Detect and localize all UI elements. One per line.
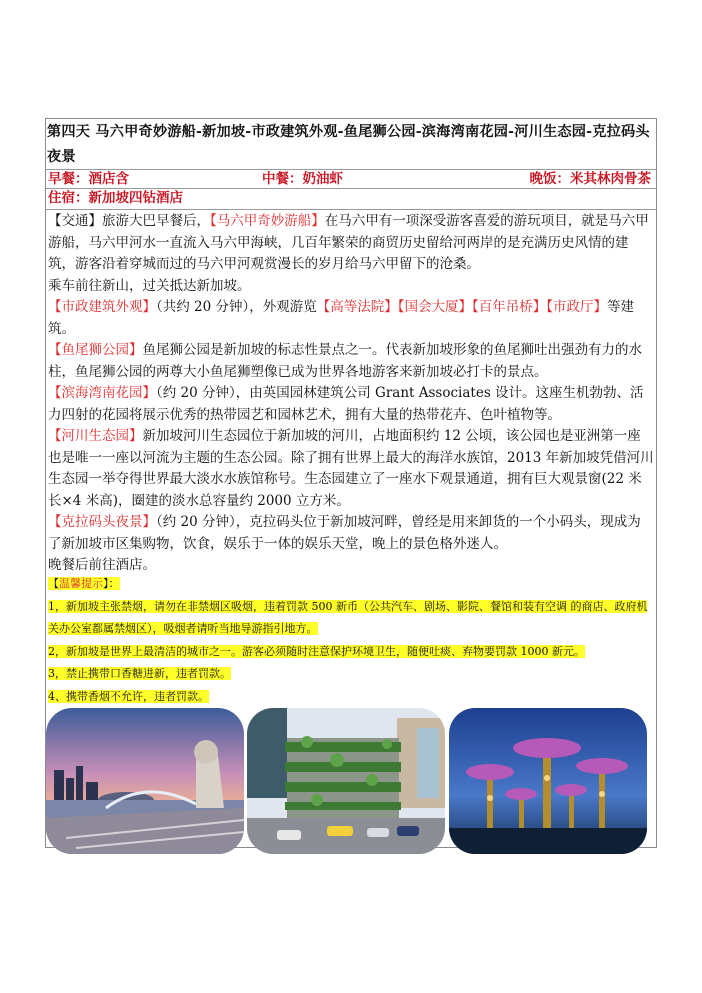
divider [46,209,656,210]
paragraph-text: （约 20 分钟），克拉码头位于新加坡河畔，曾经是用来卸货的一个小码头，现成为了新加坡市区集购物，饮食，娱乐于一体的娱乐天堂，晚上的景色格外迷人。 [48,514,641,552]
tips-section [48,573,654,708]
paragraph-river-safari [48,426,654,512]
transport-prefix: 【交通】旅游大巴早餐后， [48,213,210,229]
paragraph-text: 鱼尾狮公园是新加坡的标志性景点之一。代表新加坡形象的鱼尾狮吐出强劲有力的水柱，鱼尾狮公园的两尊大小鱼尾狮塑像已成为世界各地游客来新加坡必打卡的景点。 [48,342,642,380]
tip-text: 3，禁止携带口香糖进新，违者罚款。 [48,667,231,680]
green-building-photo [247,708,445,854]
paragraph-merlion [48,340,654,383]
paragraph-hotel: 晚餐后前往酒店。 [48,557,156,573]
paragraph-text: （共约 20 分钟），外观游览 [156,299,317,315]
paragraph-civic [48,297,654,340]
breakfast-label: 早餐：酒店含 [48,171,129,187]
highlight-clarke-quay: 【克拉码头夜景】 [48,514,156,530]
highlight-malacca-cruise: 【马六甲奇妙游船】 [210,213,325,229]
hotel-label: 住宿：新加坡四钻酒店 [48,190,183,206]
merlion-photo [46,708,244,854]
dinner-label: 晚饭：米其林肉骨茶 [529,171,651,187]
day-title: 第四天 马六甲奇妙游船-新加坡-市政建筑外观-鱼尾狮公园-滨海湾南花园-河川生态园-克拉码头夜景 [47,124,650,165]
lunch-label: 中餐：奶油虾 [262,171,343,187]
tip-text: 4、携带香烟不允许，违者罚款。 [48,689,209,703]
tip-text: 2，新加坡是世界上最清洁的城市之一。游客必须随时注意保护环境卫生，随便吐痰、弃物要罚款 1000 新元。 [48,644,585,658]
highlight-parliament: 【国会大厦】 [397,299,473,315]
tips-header-highlight [48,577,120,590]
paragraph-gardens [48,383,654,426]
itinerary-body [48,211,654,577]
highlight-bridge: 【百年吊桥】 [472,299,547,315]
bracket: 】： [103,577,120,590]
paragraph-clarke-quay [48,512,654,555]
tip-item [48,663,654,686]
highlight-supreme-court: 【高等法院】 [316,299,398,315]
highlight-merlion-park: 【鱼尾狮公园】 [48,342,143,358]
tip-item [48,686,654,709]
tips-header [48,573,654,596]
paragraph-border: 乘车前往新山，过关抵达新加坡。 [48,277,251,294]
highlight-city-hall: 【市政厅】 [546,299,608,315]
tip-item [48,641,654,664]
paragraph-text: 在马六甲有一项深受游客喜爱的游玩项目，就是马六甲游船，马六甲河水一直流入马六甲海峡，几百年繁荣的商贸历史留给河两岸的是充满历史风情的建筑，游客沿着穿城而过的马六甲河观赏漫长的岁月给马六甲留下的沧桑。 [48,213,649,272]
paragraph-transport [48,211,654,276]
tips-label: 温馨提示 [59,577,103,590]
bracket: 【 [48,577,59,590]
tip-text: 1，新加坡主张禁烟，请勿在非禁烟区吸烟，违着罚款 500 新币（公共汽车、剧场、影院、餐馆和装有空调 的商店、政府机关办公室都属禁烟区），吸烟者请听当地导游指引地方。 [48,599,648,635]
highlight-gardens-bay-south: 【滨海湾南花园】 [48,385,156,401]
supertree-photo [449,708,647,854]
paragraph-text: （约 20 分钟），由英国园林建筑公司 Grant Associates 设计。这座生机勃勃、活力四射的花园将展示优秀的热带园艺和园林艺术，拥有大量的热带花卉、色叶植物等。 [48,385,644,423]
highlight-civic-district: 【市政建筑外观】 [48,299,156,315]
paragraph-text: 新加坡河川生态园位于新加坡的河川，占地面积约 12 公顷，该公园也是亚洲第一座也是唯一一座以河流为主题的生态公园。除了拥有世界上最大的海洋水族馆，2013 年新加坡凭借河川生态园一举夺得世界最大淡水水族馆称号。生态园建立了一座水下观景通道，拥有巨大观景窗(22 米长×4 米高)，圈建的淡水总容量约 2000 立方米。 [48,428,654,509]
highlight-river-safari: 【河川生态园】 [48,428,143,444]
paragraph-text: 等建筑。 [48,299,635,337]
tip-item [48,596,654,641]
